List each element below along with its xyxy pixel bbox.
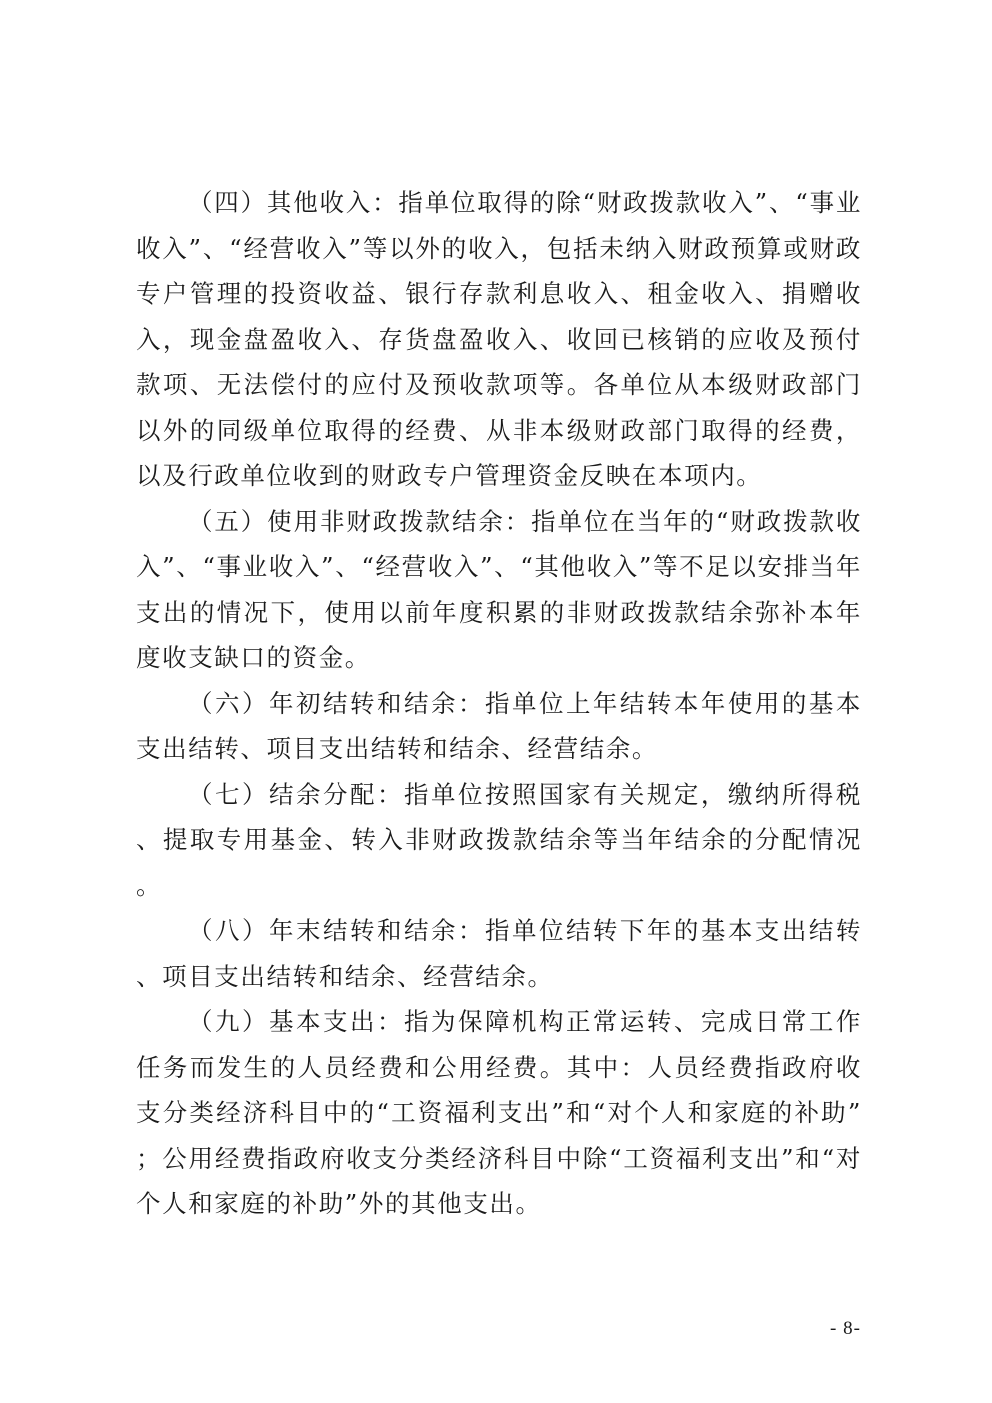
- paragraph-other-income: （四）其他收入：指单位取得的除“财政拨款收入”、“事业收入”、“经营收入”等以外的收入，包括未纳入财政预算或财政专户管理的投资收益、银行存款利息收入、租金收入、捐赠收入，现金盘盈收入、存货盘盈收入、收回已核销的应收及预付款项、无法偿付的应付及预收款项等。各单位从本级财政部门以外的同级单位取得的经费、从非本级财政部门取得的经费，以及行政单位收到的财政专户管理资金反映在本项内。: [136, 188, 862, 490]
- paragraph-basic-expenditure: （九）基本支出：指为保障机构正常运转、完成日常工作任务而发生的人员经费和公用经费。其中：人员经费指政府收支分类经济科目中的“工资福利支出”和“对个人和家庭的补助”；公用经费指政府收支分类经济科目中除“工资福利支出”和“对个人和家庭的补助”外的其他支出。: [136, 1007, 862, 1218]
- paragraph-surplus-distribution: （七）结余分配：指单位按照国家有关规定，缴纳所得税、提取专用基金、转入非财政拨款结余等当年结余的分配情况。: [136, 779, 862, 900]
- paragraph-closing-carryover: （八）年末结转和结余：指单位结转下年的基本支出结转、项目支出结转和结余、经营结余。: [136, 916, 862, 991]
- body-text: [136, 180, 862, 1227]
- paragraph-non-fiscal-surplus: （五）使用非财政拨款结余：指单位在当年的“财政拨款收入”、“事业收入”、“经营收入”、“其他收入”等不足以安排当年支出的情况下，使用以前年度积累的非财政拨款结余弥补本年度收支缺口的资金。: [136, 506, 862, 672]
- paragraph-opening-carryover: （六）年初结转和结余：指单位上年结转本年使用的基本支出结转、项目支出结转和结余、经营结余。: [136, 688, 862, 763]
- page-number: - 8-: [830, 1318, 861, 1339]
